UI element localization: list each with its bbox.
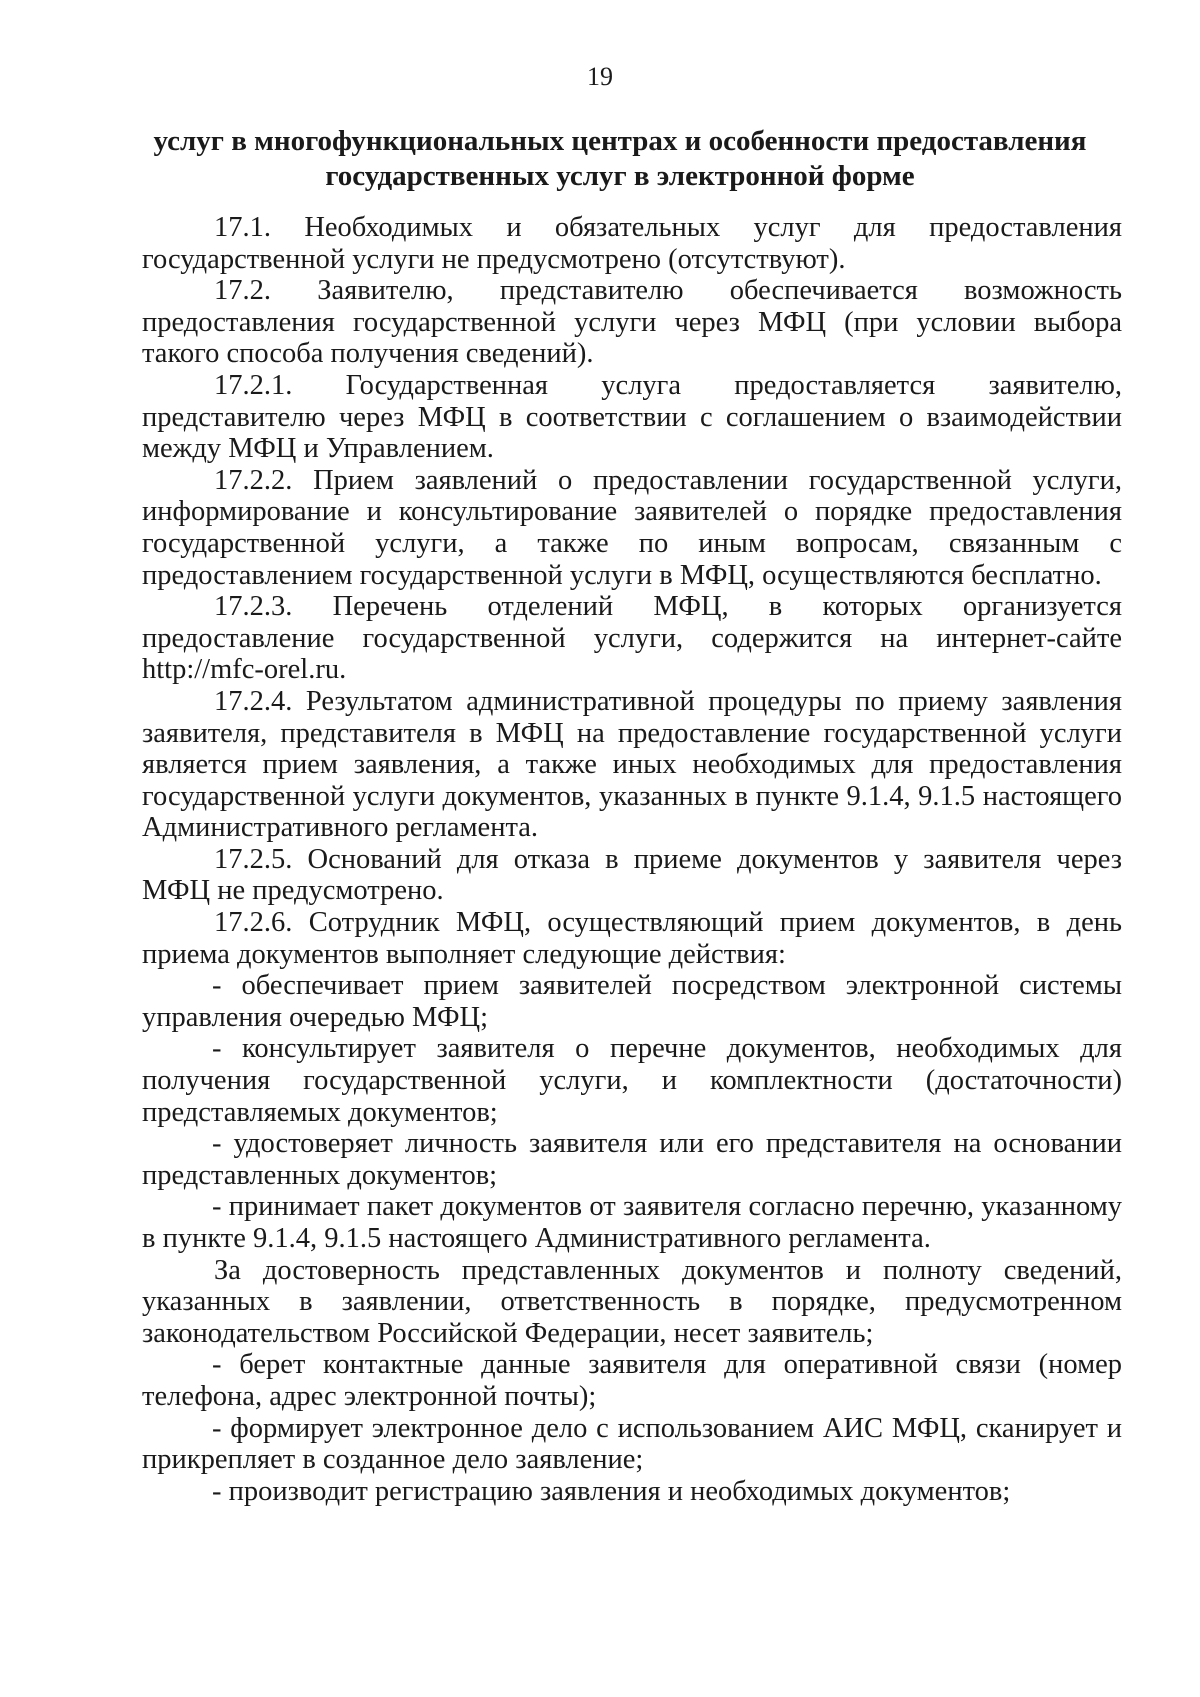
paragraph-17-1: 17.1. Необходимых и обязательных услуг для предоставления государственной услуги не предусмотрено (отсутствуют). [142, 212, 1122, 275]
section-heading-line-1: услуг в многофункциональных центрах и особенности предоставления [153, 125, 1087, 157]
list-item-queue-system: - обеспечивает прием заявителей посредством электронной системы управления очередью МФЦ; [142, 970, 1122, 1033]
paragraph-17-2-5: 17.2.5. Оснований для отказа в приеме документов у заявителя через МФЦ не предусмотрено. [142, 843, 1122, 907]
paragraph-17-2: 17.2. Заявителю, представителю обеспечивается возможность предоставления государственной услуги через МФЦ (при условии выбора такого способа получения сведений). [142, 275, 1122, 370]
document-body [142, 212, 1122, 1507]
list-item-identity-check: - удостоверяет личность заявителя или его представителя на основании представленных документов; [142, 1128, 1122, 1191]
list-item-accept-package: - принимает пакет документов от заявителя согласно перечню, указанному в пункте 9.1.4, 9.1.5 настоящего Административного регламента. [142, 1191, 1122, 1254]
section-heading-line-2: государственных услуг в электронной форме [325, 160, 915, 192]
list-item-electronic-case: - формирует электронное дело с использованием АИС МФЦ, сканирует и прикрепляет в созданное дело заявление; [142, 1412, 1122, 1476]
list-item-consulting: - консультирует заявителя о перечне документов, необходимых для получения государственной услуги, и комплектности (достаточности) представляемых документов; [142, 1033, 1122, 1128]
page-number: 19 [587, 62, 613, 91]
paragraph-17-2-4: 17.2.4. Результатом административной процедуры по приему заявления заявителя, представителя в МФЦ на предоставление государственной услуги является прием заявления, а также иных необходимых для предоставления государственной услуги документов, указанных в пункте 9.1.4, 9.1.5 настоящего Административного регламента. [142, 685, 1122, 844]
section-heading [150, 124, 1090, 194]
paragraph-17-2-6: 17.2.6. Сотрудник МФЦ, осуществляющий прием документов, в день приема документов выполняет следующие действия: [142, 907, 1122, 970]
paragraph-17-2-1: 17.2.1. Государственная услуга предоставляется заявителю, представителю через МФЦ в соответствии с соглашением о взаимодействии между МФЦ и Управлением. [142, 369, 1122, 465]
paragraph-responsibility: За достоверность представленных документов и полноту сведений, указанных в заявлении, ответственность в порядке, предусмотренном законодательством Российской Федерации, несет заявитель; [142, 1254, 1122, 1349]
list-item-contact-data: - берет контактные данные заявителя для оперативной связи (номер телефона, адрес электронной почты); [142, 1349, 1122, 1412]
paragraph-17-2-3: 17.2.3. Перечень отделений МФЦ, в которых организуется предоставление государственной услуги, содержится на интернет-сайте http://mfc-orel.ru. [142, 591, 1122, 686]
list-item-registration: - производит регистрацию заявления и необходимых документов; [212, 1475, 1011, 1507]
paragraph-17-2-2: 17.2.2. Прием заявлений о предоставлении государственной услуги, информирование и консультирование заявителей о порядке предоставления государственной услуги, а также по иным вопросам, связанным с предоставлением государственной услуги в МФЦ, осуществляются бесплатно. [142, 464, 1122, 591]
